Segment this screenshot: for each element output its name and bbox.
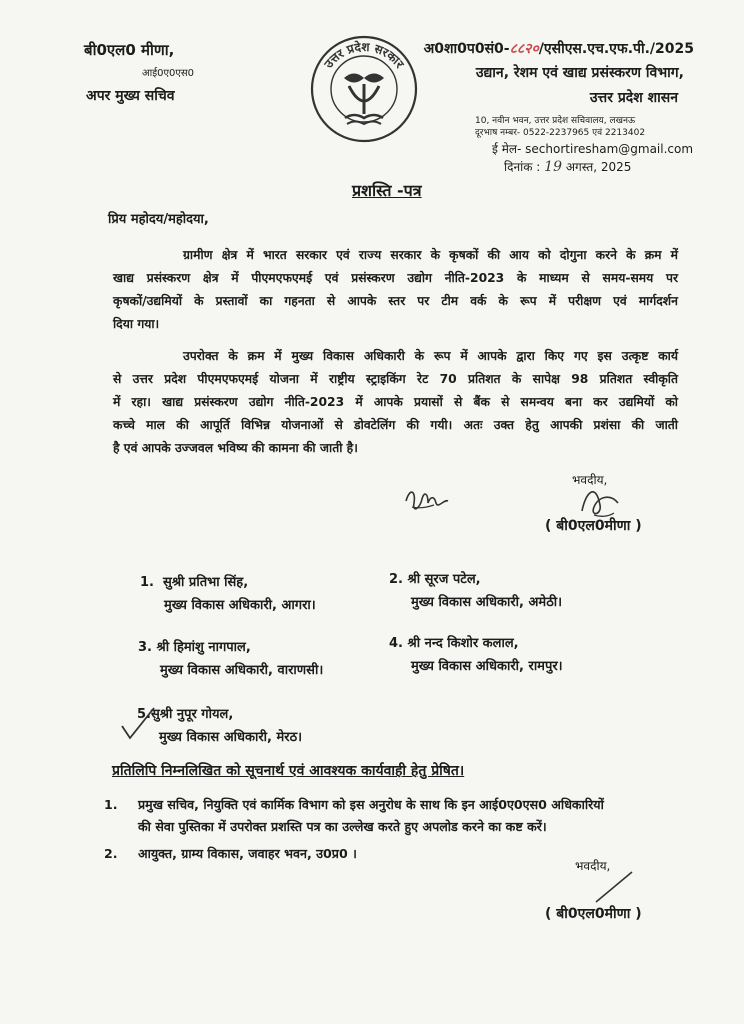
paragraph-line: है एवं आपके उज्जवल भविष्य की कामना की जाती है। (113, 441, 358, 455)
copy-item-line: प्रमुख सचिव, नियुक्ति एवं कार्मिक विभाग को इस अनुरोध के साथ कि इन आई0ए0एस0 अधिकारियों (138, 797, 604, 812)
paragraph-line: से उत्तर प्रदेश पीएमएफएमई योजना में राष्ट्रीय स्ट्राइकिंग रेट 70 प्रतिशत के सापेक्ष 98 प्रतिशत स्वीकृति (113, 372, 679, 386)
paragraph-line: दिया गया। (113, 317, 160, 331)
paragraph-line: खाद्य प्रसंस्करण क्षेत्र में पीएमएफएमई एवं प्रसंस्करण उद्योग नीति-2023 के माध्यम से समय-समय पर (113, 271, 678, 285)
recipient-1 (140, 571, 316, 617)
recipient-4 (389, 632, 563, 678)
check-mark-icon (118, 706, 158, 742)
copy-heading: प्रतिलिपि निम्नलिखित को सूचनार्थ एवं आवश्यक कार्यवाही हेतु प्रेषित। (112, 763, 465, 779)
recipient-name: सुश्री प्रतिभा सिंह, (163, 575, 249, 590)
ref-number-handwritten: ८८२० (509, 41, 539, 57)
date-label: दिनांक : (504, 160, 541, 174)
up-government-emblem-icon (309, 34, 419, 144)
ref-suffix: /एसीएस.एच.एफ.पी./2025 (538, 41, 694, 57)
signature (574, 481, 626, 521)
closing-2: भवदीय, (575, 859, 611, 873)
emblem-text: उत्तर प्रदेश सरकार (321, 39, 407, 71)
date (504, 158, 631, 175)
copy-item-number: 2. (104, 846, 118, 861)
sender-title: अपर मुख्य सचिव (86, 88, 175, 104)
copy-item-number: 1. (104, 797, 118, 812)
salutation: प्रिय महोदय/महोदया, (108, 212, 209, 227)
recipient-2 (389, 568, 562, 614)
initials-signature (402, 483, 462, 513)
signature-2 (592, 868, 642, 908)
copy-item-2 (104, 843, 357, 865)
ref-prefix: अ0शा0प0सं0- (423, 41, 510, 57)
recipient-number: 4. (389, 636, 403, 651)
copy-item-line: आयुक्त, ग्राम्य विकास, जवाहर भवन, उ0प्र0 । (138, 846, 357, 861)
recipient-designation: मुख्य विकास अधिकारी, अमेठी। (411, 595, 563, 610)
recipient-name: श्री हिमांशु नागपाल, (156, 640, 251, 655)
recipient-designation: मुख्य विकास अधिकारी, वाराणसी। (160, 663, 324, 678)
paragraph-line: कृषकों/उद्यमियों के प्रस्तावों का गहनता से आपके स्तर पर टीम वर्क के रूप में परीक्षण एवं मार्गदर्शन (113, 294, 678, 308)
phone: दूरभाष नम्बर- 0522-2237965 एवं 2213402 (475, 128, 646, 138)
recipient-number: 3. (138, 640, 152, 655)
recipient-designation: मुख्य विकास अधिकारी, आगरा। (164, 598, 316, 613)
paragraph-1 (113, 244, 678, 336)
recipient-number: 2. (389, 572, 403, 587)
date-rest: अगस्त, 2025 (565, 160, 632, 174)
recipient-name: श्री नन्द किशोर कलाल, (407, 636, 519, 651)
paragraph-line: उपरोक्त के क्रम में मुख्य विकास अधिकारी के रूप में आपके द्वारा किए गए इस उत्कृष्ट कार्य (183, 349, 678, 363)
recipient-name: सुश्री नुपूर गोयल, (150, 707, 234, 722)
paragraph-2 (113, 345, 678, 460)
date-day: 19 (544, 159, 562, 175)
recipient-name: श्री सूरज पटेल, (407, 572, 481, 587)
recipient-number: 5. (137, 707, 151, 722)
subject: प्रशस्ति -पत्र (352, 181, 422, 200)
signatory-name-2: ( बी0एल0मीणा ) (545, 906, 642, 922)
recipient-number: 1. (140, 575, 154, 590)
sender-name: बी0एल0 मीणा, (84, 41, 175, 59)
paragraph-line: में रहा। खाद्य प्रसंस्करण उद्योग नीति-2023 में आपके प्रयासों से बैंक से समन्वय बना कर उद्यमियों को (113, 395, 678, 409)
sender-service: आई0ए0एस0 (142, 68, 195, 79)
paragraph-line: कच्चे माल की आपूर्ति विभिन्न योजनाओं से डोवटेलिंग की गयी। अतः उक्त हेतु आपकी प्रशंसा की जाती (113, 418, 678, 432)
reference-number (424, 39, 694, 58)
email: ई मेल- sechortiresham@gmail.com (492, 142, 694, 156)
closing: भवदीय, (572, 473, 608, 487)
recipient-5 (137, 703, 302, 749)
copy-item-1 (104, 794, 604, 838)
copy-item-line: की सेवा पुस्तिका में उपरोक्त प्रशस्ति पत्र का उल्लेख करते हुए अपलोड करने का कष्ट करें। (138, 819, 547, 834)
address: 10, नवीन भवन, उत्तर प्रदेश सचिवालय, लखनऊ (475, 116, 636, 126)
government: उत्तर प्रदेश शासन (589, 90, 678, 106)
recipient-designation: मुख्य विकास अधिकारी, रामपुर। (411, 659, 563, 674)
recipient-designation: मुख्य विकास अधिकारी, मेरठ। (159, 730, 303, 745)
department: उद्यान, रेशम एवं खाद्य प्रसंस्करण विभाग, (475, 65, 684, 81)
recipient-3 (138, 636, 323, 682)
signatory-name: ( बी0एल0मीणा ) (545, 518, 642, 534)
paragraph-line: ग्रामीण क्षेत्र में भारत सरकार एवं राज्य सरकार के कृषकों की आय को दोगुना करने के क्रम में (183, 248, 678, 262)
